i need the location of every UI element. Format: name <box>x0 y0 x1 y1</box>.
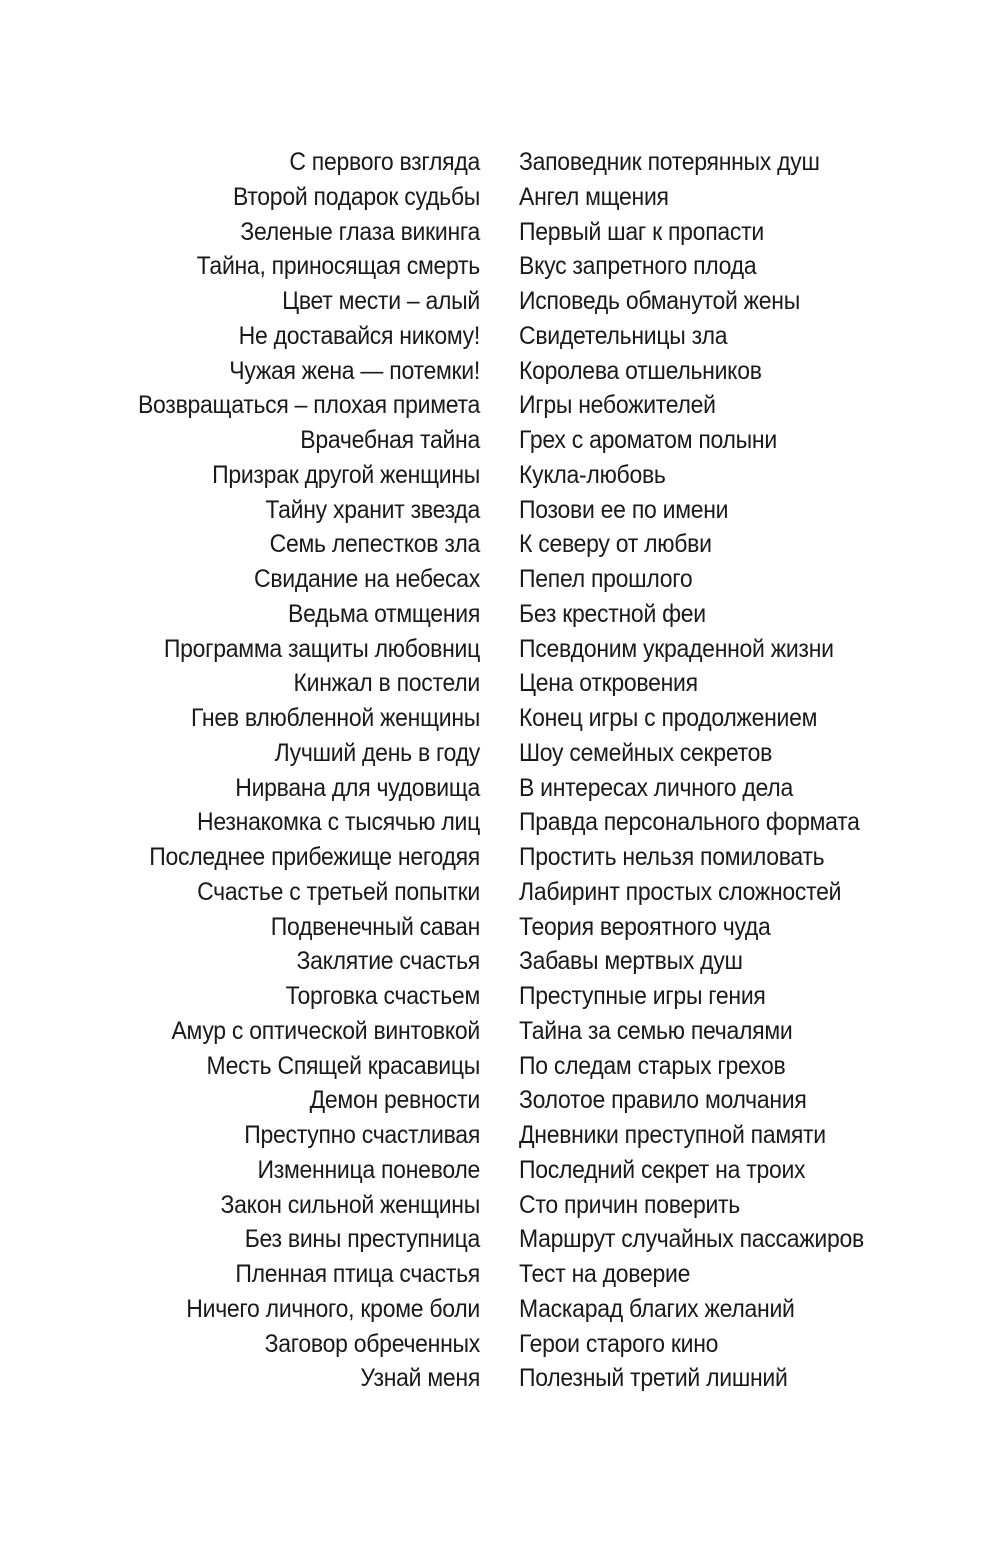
book-title-left: Амур с оптической винтовкой <box>171 1016 480 1045</box>
book-title-right: Золотое правило молчания <box>519 1086 807 1115</box>
book-title-right: Исповедь обманутой жены <box>519 287 800 315</box>
book-row <box>0 1222 1000 1257</box>
book-title-right: Сто причин поверить <box>519 1190 741 1219</box>
book-title-right: Полезный третий лишний <box>519 1364 788 1393</box>
book-title-left: Лучший день в году <box>274 738 480 767</box>
book-title-left: Преступно счастливая <box>244 1121 480 1149</box>
book-title-left: Нирвана для чудовища <box>235 773 480 802</box>
book-title-right: Правда персонального формата <box>519 808 860 837</box>
book-title-right: Без крестной феи <box>519 599 706 628</box>
book-title-right: Забавы мертвых душ <box>519 947 743 976</box>
book-title-right: Лабиринт простых сложностей <box>519 877 842 906</box>
book-title-right: Игры небожителей <box>519 391 716 420</box>
book-title-right: По следам старых грехов <box>519 1051 786 1080</box>
book-title-left: Пленная птица счастья <box>235 1260 480 1288</box>
book-title-right: Дневники преступной памяти <box>519 1121 826 1149</box>
book-title-left: Призрак другой женщины <box>212 460 480 489</box>
book-title-left: Чужая жена — потемки! <box>229 356 480 385</box>
book-title-left: Месть Спящей красавицы <box>206 1051 480 1080</box>
book-row <box>0 1327 1000 1362</box>
book-row <box>0 840 1000 875</box>
book-row <box>0 1361 1000 1396</box>
book-row <box>0 1292 1000 1327</box>
book-title-left: Ведьма отмщения <box>288 599 480 628</box>
book-title-right: Заповедник потерянных душ <box>519 148 820 176</box>
book-title-left: Кинжал в постели <box>293 669 480 698</box>
book-title-right: Герои старого кино <box>519 1329 719 1358</box>
book-title-left: Не доставайся никому! <box>238 321 480 350</box>
book-row <box>0 423 1000 458</box>
book-row <box>0 771 1000 806</box>
book-title-left: Незнакомка с тысячью лиц <box>197 808 480 837</box>
book-title-right: Пепел прошлого <box>519 565 693 593</box>
book-row <box>0 249 1000 284</box>
book-title-left: Демон ревности <box>309 1086 480 1115</box>
book-title-right: Кукла-любовь <box>519 460 666 489</box>
book-title-left: С первого взгляда <box>289 148 480 176</box>
book-title-right: Тайна за семью печалями <box>519 1016 793 1045</box>
book-title-right: Первый шаг к пропасти <box>519 217 764 246</box>
book-row <box>0 1188 1000 1223</box>
book-title-right: Теория вероятного чуда <box>519 912 771 941</box>
book-title-left: Цвет мести – алый <box>282 287 480 315</box>
book-title-right: Грех с ароматом полыни <box>519 426 777 454</box>
book-row <box>0 666 1000 701</box>
book-row <box>0 1153 1000 1188</box>
book-title-left: Программа защиты любовниц <box>163 634 480 663</box>
book-title-right: Королева отшельников <box>519 356 762 385</box>
book-title-left: Закон сильной женщины <box>220 1190 480 1219</box>
book-row <box>0 944 1000 979</box>
book-row <box>0 597 1000 632</box>
book-title-right: Простить нельзя помиловать <box>519 843 825 871</box>
book-title-left: Без вины преступница <box>244 1225 480 1254</box>
book-title-left: Возвращаться – плохая примета <box>137 391 480 420</box>
book-row <box>0 1014 1000 1049</box>
book-row <box>0 701 1000 736</box>
book-title-right: Маршрут случайных пассажиров <box>519 1225 864 1254</box>
book-title-right: Вкус запретного плода <box>519 252 757 281</box>
book-title-right: Псевдоним украденной жизни <box>519 634 834 663</box>
book-row <box>0 632 1000 667</box>
book-title-left: Свидание на небесах <box>253 565 480 593</box>
book-row <box>0 284 1000 319</box>
book-title-right: Конец игры с продолжением <box>519 704 818 732</box>
book-title-left: Тайна, приносящая смерть <box>196 252 481 281</box>
book-title-left: Подвенечный саван <box>270 912 480 941</box>
book-title-left: Заклятие счастья <box>296 947 480 976</box>
book-title-right: Свидетельницы зла <box>519 321 728 350</box>
book-title-right: Позови ее по имени <box>519 495 729 524</box>
book-row <box>0 1049 1000 1084</box>
book-row <box>0 805 1000 840</box>
book-title-right: Последний секрет на троих <box>519 1155 806 1184</box>
book-title-left: Торговка счастьем <box>285 982 480 1010</box>
book-row <box>0 527 1000 562</box>
book-row <box>0 562 1000 597</box>
book-row <box>0 388 1000 423</box>
book-title-left: Счастье с третьей попытки <box>197 877 481 906</box>
book-title-left: Ничего личного, кроме боли <box>186 1294 480 1323</box>
book-row <box>0 736 1000 771</box>
book-title-left: Врачебная тайна <box>300 426 480 454</box>
book-title-right: В интересах личного дела <box>519 773 793 802</box>
book-title-right: Преступные игры гения <box>519 982 766 1010</box>
book-row <box>0 215 1000 250</box>
book-row <box>0 145 1000 180</box>
book-row <box>0 910 1000 945</box>
book-title-left: Узнай меня <box>360 1364 480 1393</box>
book-title-left: Тайну хранит звезда <box>265 495 480 524</box>
book-row <box>0 1083 1000 1118</box>
book-title-list <box>0 145 1000 1396</box>
book-title-left: Изменница поневоле <box>257 1155 480 1184</box>
book-row <box>0 875 1000 910</box>
book-row <box>0 1118 1000 1153</box>
book-title-right: Тест на доверие <box>519 1260 691 1288</box>
book-row <box>0 458 1000 493</box>
book-row <box>0 180 1000 215</box>
book-title-right: Маскарад благих желаний <box>519 1294 795 1323</box>
book-row <box>0 319 1000 354</box>
book-row <box>0 493 1000 528</box>
book-title-left: Гнев влюбленной женщины <box>191 704 480 732</box>
book-title-right: Шоу семейных секретов <box>519 738 773 767</box>
book-title-left: Заговор обреченных <box>264 1329 480 1358</box>
book-title-left: Семь лепестков зла <box>269 530 480 559</box>
book-title-left: Второй подарок судьбы <box>232 182 480 211</box>
book-row <box>0 354 1000 389</box>
book-title-left: Зеленые глаза викинга <box>240 217 480 246</box>
book-row <box>0 1257 1000 1292</box>
book-title-right: К северу от любви <box>519 530 712 559</box>
book-title-right: Ангел мщения <box>519 182 669 211</box>
book-row <box>0 979 1000 1014</box>
book-title-right: Цена откровения <box>519 669 698 698</box>
book-title-left: Последнее прибежище негодяя <box>149 843 480 871</box>
